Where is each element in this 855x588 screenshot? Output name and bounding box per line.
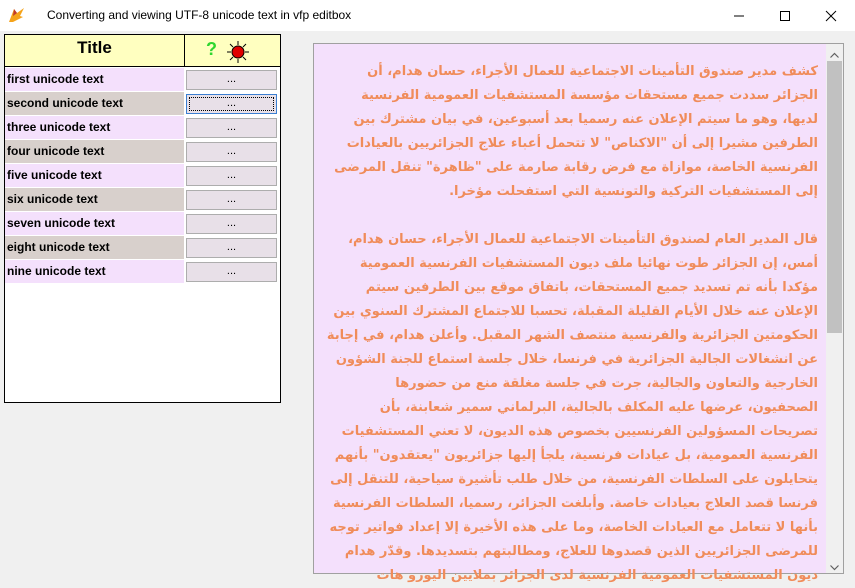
scroll-down-button[interactable] <box>826 556 843 573</box>
grid-row[interactable] <box>5 212 280 236</box>
grid-row[interactable] <box>5 236 280 260</box>
grid-row[interactable] <box>5 164 280 188</box>
row-label[interactable]: second unicode text <box>5 92 185 116</box>
unicode-grid[interactable] <box>4 34 281 403</box>
row-label[interactable]: eight unicode text <box>5 236 185 260</box>
row-label[interactable]: three unicode text <box>5 116 185 140</box>
red-bulb-icon <box>227 41 249 63</box>
row-label[interactable]: seven unicode text <box>5 212 185 236</box>
title-bar <box>0 0 855 31</box>
grid-row[interactable] <box>5 140 280 164</box>
grid-header-icon-cell[interactable] <box>185 35 280 67</box>
editbox-scrollbar[interactable] <box>826 44 843 573</box>
row-view-button[interactable]: ... <box>186 166 277 186</box>
row-view-button[interactable]: ... <box>186 70 277 90</box>
scroll-thumb[interactable] <box>827 61 842 333</box>
close-button[interactable] <box>808 0 854 31</box>
row-label[interactable]: four unicode text <box>5 140 185 164</box>
grid-row[interactable] <box>5 188 280 212</box>
minimize-button[interactable] <box>716 0 762 31</box>
grid-row[interactable] <box>5 68 280 92</box>
chevron-up-icon <box>830 43 839 62</box>
grid-header <box>5 35 280 67</box>
grid-row[interactable] <box>5 92 280 116</box>
row-view-button[interactable]: ... <box>186 262 277 282</box>
row-view-button[interactable]: ... <box>186 238 277 258</box>
close-icon <box>826 6 836 25</box>
unicode-editbox[interactable] <box>313 43 844 583</box>
grid-row[interactable] <box>5 260 280 284</box>
row-label[interactable]: six unicode text <box>5 188 185 212</box>
row-view-button[interactable]: ... <box>186 190 277 210</box>
window-title: Converting and viewing UTF-8 unicode text in vfp editbox <box>47 8 352 22</box>
grid-row[interactable] <box>5 116 280 140</box>
editbox-text[interactable]: كشف مدير صندوق التأمينات الاجتماعية للعمال الأجراء، حسان هدام، أن الجزائر سددت جميع مستحقات مؤسسة المستشفيات العمومية الفرنسية لديها، وهو ما سيتم الإعلان عنه رسميا بعد أسبوعين، في بيان مشترك بين الطرفين مشيرا إلى أن "الاكناص" لا تتحمل أعباء علاج الجزائريين بالعيادات الفرنسية الخاصة، موازاة مع فرض رقابة صارمة على "ظاهرة" تنقل المرضى إلى المستشفيات التركية والتونسية التي استفحلت مؤخرا. قال المدير العام لصندوق التأمينات الاجتماعية للعمال الأجراء، حسان هدام، أمس، إن الجزائر طوت نهائيا ملف ديون المستشفيات الفرنسية العمومية مؤكدا بأنه تم تسديد جميع المستحقات، باتفاق موقع بين الطرفين سيتم الإعلان عنه خلال الأيام القليلة المقبلة، تحسبا للاجتماع المشترك السنوي بين الحكومتين الجزائرية والفرنسية منتصف الشهر المقبل. وأعلن هدام، في إجابة عن انشغالات الجالية الجزائرية في فرنسا، خلال جلسة استماع للجنة الشؤون الخارجية والتعاون والجالية، جرت في جلسة مغلقة منع من حضورها الصحفيون، عرضها عليه المكلف بالجالية، البرلماني سمير شعابنة، بأن تصريحات المسؤولين الفرنسيين بخصوص هذه الديون، لا تعني المستشفيات الفرنسية العمومية، بل عيادات فرنسية، يلجأ إليها جزائريون "يعتقدون" بأنهم يتحايلون على السلطات الفرنسية، من خلال طلب تأشيرة سياحية، للتنقل إلى فرنسا قصد العلاج بعيادات خاصة. وأبلغت الجزائر، رسميا، السلطات الفرنسية بأنها لا تتعامل مع العيادات الخاصة، وما على هذه الأخيرة إلا إعداد فواتير توجه للمرضى الجزائريين الذين قصدوها للعلاج، ومطالبتهم بتسديدها. وقدّر هدام ديون المستشفيات العمومية الفرنسية لدى الجزائر بملايين اليورو هات <box>326 64 818 583</box>
fox-app-icon[interactable] <box>8 7 25 23</box>
chevron-down-icon <box>830 555 839 574</box>
maximize-button[interactable] <box>762 0 808 31</box>
row-view-button[interactable]: ... <box>186 142 277 162</box>
row-view-button[interactable]: ... <box>186 214 277 234</box>
row-label[interactable]: nine unicode text <box>5 260 185 284</box>
row-view-button[interactable]: ... <box>186 118 277 138</box>
row-view-button[interactable]: ... <box>186 94 277 114</box>
row-label[interactable]: five unicode text <box>5 164 185 188</box>
question-mark-icon: ? <box>206 39 217 59</box>
grid-header-title[interactable]: Title <box>5 35 185 67</box>
minimize-icon <box>734 6 744 25</box>
maximize-icon <box>780 6 790 25</box>
row-label[interactable]: first unicode text <box>5 68 185 92</box>
scroll-up-button[interactable] <box>826 44 843 61</box>
